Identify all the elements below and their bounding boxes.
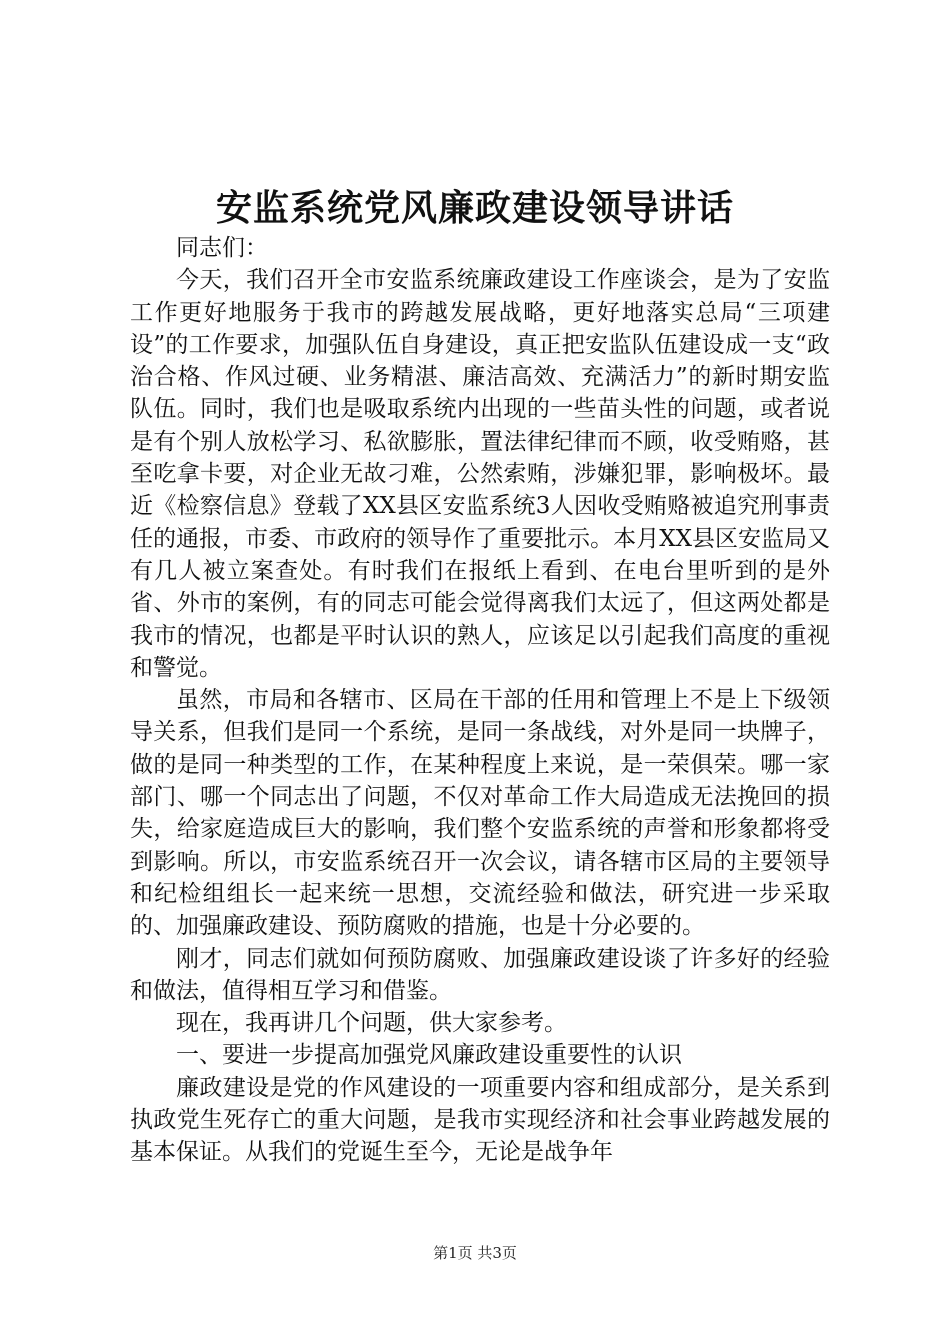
salutation: 同志们： — [176, 235, 268, 261]
document-body — [130, 232, 830, 1169]
paragraph: 现在，我再讲几个问题，供大家参考。 — [176, 1010, 567, 1037]
paragraph: 廉政建设是党的作风建设的一项重要内容和组成部分，是关系到执政党生死存亡的重大问题，是我市实现经济和社会事业跨越发展的基本保证。从我们的党诞生至今，无论是战争年 — [130, 1074, 830, 1166]
page-number-footer: 第1页 共3页 — [433, 1244, 517, 1262]
document-title: 安监系统党风廉政建设领导讲话 — [215, 187, 734, 229]
paragraph: 刚才，同志们就如何预防腐败、加强廉政建设谈了许多好的经验和做法，值得相互学习和借鉴。 — [130, 945, 830, 1004]
paragraph: 今天，我们召开全市安监系统廉政建设工作座谈会，是为了安监工作更好地服务于我市的跨越发展战略，更好地落实总局“三项建设”的工作要求，加强队伍自身建设，真正把安监队伍建设成一支“政治合格、作风过硬、业务精湛、廉洁高效、充满活力”的新时期安监队伍。同时，我们也是吸取系统内出现的一些苗头性的问题，或者说是有个别人放松学习、私欲膨胀，置法律纪律而不顾，收受贿赂，甚至吃拿卡要，对企业无故刁难，公然索贿，涉嫌犯罪，影响极坏。最近《检察信息》登载了XX县区安监系统3人因收受贿赂被追究刑事责任的通报，市委、市政府的领导作了重要批示。本月XX县区安监局又有几人被立案查处。有时我们在报纸上看到、在电台里听到的是外省、外市的案例，有的同志可能会觉得离我们太远了，但这两处都是我市的情况，也都是平时认识的熟人，应该足以引起我们高度的重视和警觉。 — [130, 267, 830, 681]
section-heading: 一、要进一步提高加强党风廉政建设重要性的认识 — [176, 1042, 682, 1069]
paragraph: 虽然，市局和各辖市、区局在干部的任用和管理上不是上下级领导关系，但我们是同一个系统，是同一条战线，对外是同一块牌子，做的是同一种类型的工作，在某种程度上来说，是一荣俱荣。哪一家部门、哪一个同志出了问题，不仅对革命工作大局造成无法挽回的损失，给家庭造成巨大的影响，我们整个安监系统的声誉和形象都将受到影响。所以，市安监系统召开一次会议，请各辖市区局的主要领导和纪检组组长一起来统一思想，交流经验和做法，研究进一步采取的、加强廉政建设、预防腐败的措施，也是十分必要的。 — [130, 687, 830, 940]
